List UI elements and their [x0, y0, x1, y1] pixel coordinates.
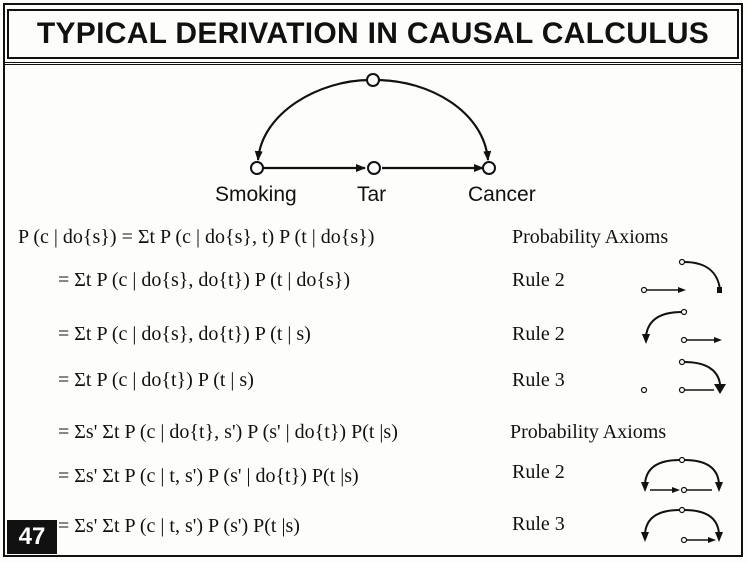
derivation-rule: Rule 2 [512, 323, 565, 345]
derivation-rule: Rule 3 [512, 513, 565, 535]
slide-title: TYPICAL DERIVATION IN CAUSAL CALCULUS [7, 9, 739, 59]
node-label-tar: Tar [357, 183, 387, 206]
mini-graph-icon [636, 308, 726, 348]
derivation-rule: Rule 2 [512, 461, 565, 483]
confounder-edge-to-cancer [376, 80, 488, 160]
derivation-expr: = Σt P (c | do{s}, do{t}) P (t | s) [58, 323, 311, 345]
derivation-expr: = Σs' Σt P (c | do{t}, s') P (s' | do{t}) P(t |s) [58, 421, 398, 443]
derivation-expr: = Σt P (c | do{t}) P (t | s) [58, 369, 254, 391]
derivation-expr: P (c | do{s}) = Σt P (c | do{s}, t) P (t | do{s}) [18, 226, 375, 248]
node-unobserved [367, 74, 379, 86]
derivation-rule: Rule 3 [512, 369, 565, 391]
node-cancer [483, 162, 495, 174]
derivation-expr: = Σt P (c | do{s}, do{t}) P (t | do{s}) [58, 269, 351, 291]
derivation-expr: = Σs' Σt P (c | t, s') P (s' | do{t}) P(t |s) [58, 465, 359, 487]
mini-graph-icon [636, 454, 726, 500]
node-tar [368, 162, 380, 174]
node-smoking [251, 162, 263, 174]
derivation-expr: = Σs' Σt P (c | t, s') P (s') P(t |s) [58, 515, 300, 537]
confounder-edge-to-smoking [258, 80, 370, 160]
derivation-rule: Probability Axioms [512, 226, 669, 248]
mini-graph-icon [636, 258, 726, 298]
node-label-smoking: Smoking [215, 183, 297, 206]
derivation-rule: Rule 2 [512, 269, 565, 291]
derivation-rule: Probability Axioms [510, 421, 667, 443]
node-label-cancer: Cancer [468, 183, 536, 206]
mini-graph-icon [636, 358, 726, 398]
page-number: 47 [7, 520, 57, 554]
mini-graph-icon [636, 504, 726, 550]
